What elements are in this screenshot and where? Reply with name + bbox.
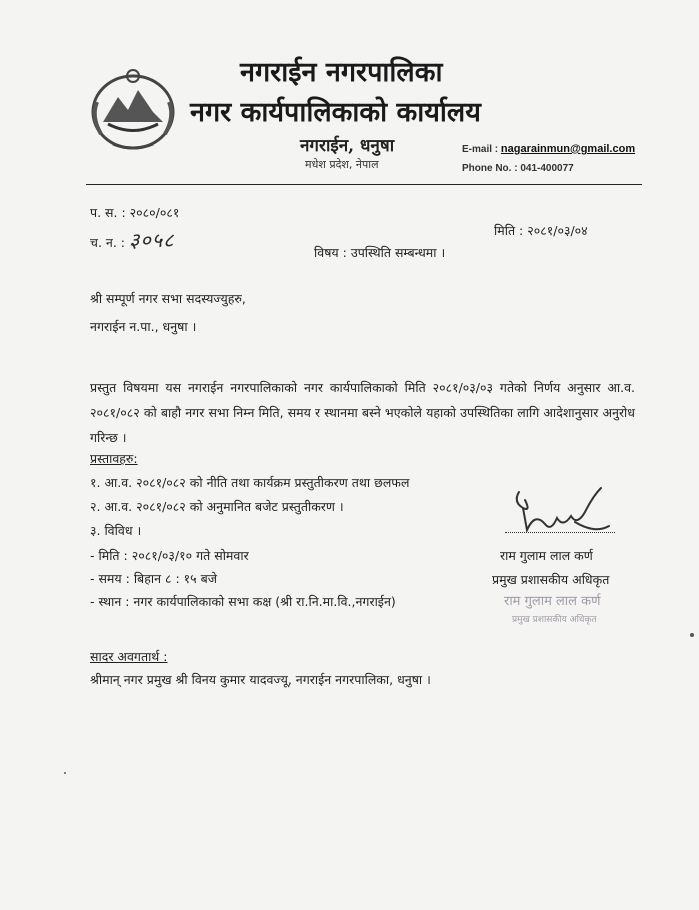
proposals-heading: प्रस्तावहरु: bbox=[90, 451, 138, 466]
signature-image bbox=[505, 482, 615, 542]
dispatch-number: च. न. : ३०५८ bbox=[90, 228, 175, 252]
signatory-title: प्रमुख प्रशासकीय अधिकृत bbox=[492, 572, 610, 587]
office-province: मधेश प्रदेश, नेपाल bbox=[305, 158, 379, 171]
phone-line bbox=[462, 163, 574, 174]
handwritten-dispatch-number: ३०५८ bbox=[128, 228, 175, 252]
phone-label: Phone No. : bbox=[462, 163, 518, 174]
proposal-item: १. आ.व. २०८१/०८२ को नीति तथा कार्यक्रम प्रस्तुतीकरण तथा छलफल bbox=[90, 475, 410, 490]
meeting-venue: - स्थान : नगर कार्यपालिकाको सभा कक्ष (श्री रा.नि.मा.वि.,नगराईन) bbox=[90, 594, 396, 609]
cc-heading: सादर अवगतार्थ : bbox=[90, 649, 168, 664]
letter-date: मिति : २०८१/०३/०४ bbox=[494, 223, 588, 238]
letter-subject: विषय : उपस्थिति सम्बन्धमा । bbox=[314, 245, 446, 260]
addressee-line-1: श्री सम्पूर्ण नगर सभा सदस्यज्युहरु, bbox=[90, 291, 246, 306]
scan-speck bbox=[690, 633, 694, 637]
addressee-line-2: नगराईन न.पा., धनुषा । bbox=[90, 319, 197, 334]
signature-line bbox=[505, 532, 615, 533]
signatory-name: राम गुलाम लाल कर्ण bbox=[500, 548, 593, 563]
proposal-item: २. आ.व. २०८१/०८२ को अनुमानित बजेट प्रस्तुतीकरण । bbox=[90, 499, 344, 514]
phone-value: 041-400077 bbox=[520, 163, 574, 174]
nepal-emblem-icon bbox=[83, 62, 183, 154]
reference-number: प. स. : २०८०/०८१ bbox=[90, 205, 180, 220]
email-value: nagarainmun@gmail.com bbox=[500, 143, 636, 155]
proposal-item: ३. विविध । bbox=[90, 523, 142, 538]
office-subname: नगर कार्यपालिकाको कार्यालय bbox=[190, 97, 481, 128]
email-line bbox=[462, 143, 635, 155]
email-label: E-mail : bbox=[462, 144, 499, 155]
scan-speck bbox=[64, 772, 66, 774]
cc-recipient: श्रीमान् नगर प्रमुख श्री विनय कुमार यादवज्यू, नगराईन नगरपालिका, धनुषा । bbox=[90, 672, 431, 687]
header-divider bbox=[86, 184, 642, 185]
stamp-name: राम गुलाम लाल कर्ण bbox=[504, 594, 601, 609]
office-location: नगराईन, धनुषा bbox=[300, 136, 395, 156]
meeting-date: - मिति : २०८१/०३/१० गते सोमवार bbox=[90, 548, 249, 563]
office-name: नगराईन नगरपालिका bbox=[240, 57, 443, 88]
meeting-time: - समय : बिहान ८ : १५ बजे bbox=[90, 571, 218, 586]
stamp-title: प्रमुख प्रशासकीय अधिकृत bbox=[512, 615, 597, 625]
letter-body: प्रस्तुत विषयमा यस नगराईन नगरपालिकाको नगर कार्यपालिकाको मिति २०८१/०३/०३ गतेको निर्णय अनुसार आ.व. २०८१/०८२ को बाहौ नगर सभा निम्न मिति, समय र स्थानमा बस्ने भएकोले यहाको उपस्थितिका लागि आदेशानुसार अनुरोध गरिन्छ । bbox=[90, 380, 635, 445]
